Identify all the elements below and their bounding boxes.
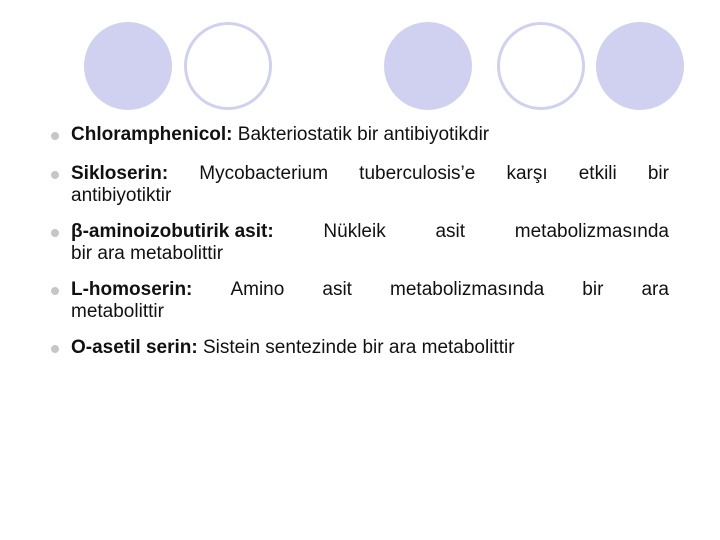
item-term: O-asetil serin: [71,337,198,358]
item-word: karşı [506,163,548,184]
bullet-dot [51,287,59,295]
item-word: asit [435,221,466,242]
item-word: ara [641,279,669,300]
item-line [71,337,669,359]
item-word: metabolizmasında [514,221,669,242]
item-line [71,221,669,243]
decor-circle-3 [384,22,472,110]
item-text: Sistein sentezinde bir ara metabolittir [203,337,515,358]
item-line [71,124,669,146]
item-word: etkili [578,163,617,184]
decor-circle-1 [84,22,172,110]
item-term: β-aminoizobutirik asit: [71,221,274,242]
decor-circle-4 [497,22,585,110]
item-text-continued: bir ara metabolittir [71,243,224,264]
item-word: tuberculosis’e [359,163,476,184]
item-text-continued: antibiyotiktir [71,185,172,206]
bullet-dot [51,345,59,353]
decor-circle-2 [184,22,272,110]
decor-circle-5 [596,22,684,110]
item-line [71,163,669,185]
item-line [71,279,669,301]
item-term: Sikloserin: [71,163,169,184]
item-word: bir [647,163,669,184]
item-line-2 [71,185,669,207]
item-text-continued: metabolittir [71,301,164,322]
item-word: Amino [230,279,285,300]
bullet-dot [51,171,59,179]
item-word: bir [582,279,604,300]
bullet-dot [51,132,59,140]
item-word: Mycobacterium [199,163,329,184]
item-term: Chloramphenicol: [71,124,233,145]
item-line-2 [71,301,669,323]
item-term: L-homoserin: [71,279,193,300]
item-word: Nükleik [323,221,386,242]
item-text: Bakteriostatik bir antibiyotikdir [237,124,490,145]
item-line-2 [71,243,669,265]
item-word: asit [322,279,352,300]
item-word: metabolizmasında [390,279,545,300]
bullet-dot [51,229,59,237]
